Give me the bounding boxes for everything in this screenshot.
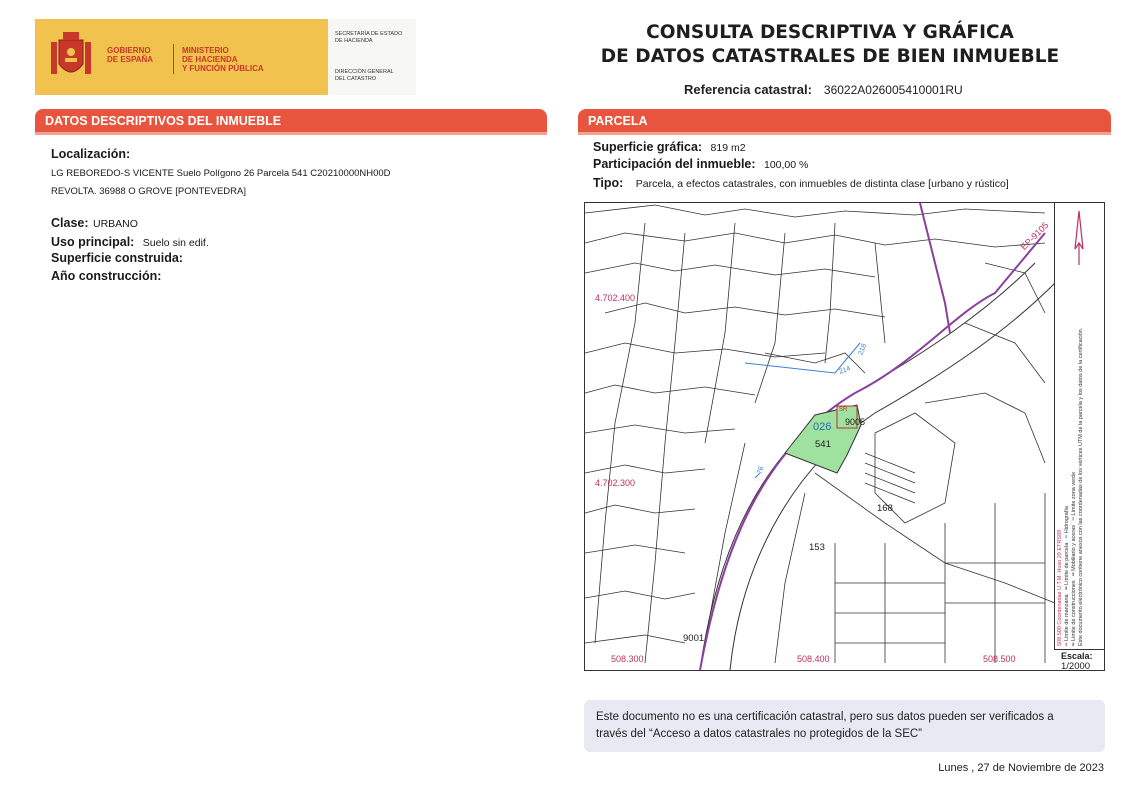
section-bar-parcela: PARCELA <box>578 109 1111 132</box>
legend-coords: 508.500 Coordenadas U.T.M. Huso 29 ETRS89 <box>1057 529 1063 646</box>
map-legend <box>1055 203 1104 649</box>
clase-value: URBANO <box>92 218 138 230</box>
coord-x1: 508.300 <box>611 654 644 664</box>
participacion-value: 100,00 % <box>764 159 809 171</box>
superficie-grafica-label: Superficie gráfica: <box>593 140 703 154</box>
localizacion-label: Localización: <box>51 147 131 161</box>
logo-divider <box>173 44 174 74</box>
water-label-3: 76 <box>756 465 766 476</box>
legend-parcela: Límite de parcela <box>1064 542 1070 585</box>
manzana-limits <box>700 203 1045 670</box>
superficie-grafica-row <box>593 138 746 156</box>
label-9001: 9001 <box>683 633 705 644</box>
notice-line1: Este documento no es una certificación catastral, pero sus datos pueden ser verificados a <box>596 711 1054 723</box>
referencia-label: Referencia catastral: <box>684 82 812 97</box>
legend-manzana: Límite de manzana <box>1064 594 1070 642</box>
notice-line2: través del “Acceso a datos catastrales no protegidos de la SEC” <box>596 728 923 740</box>
section-bar-line <box>578 132 1111 135</box>
datos-descriptivos-section <box>35 109 547 135</box>
uso-value: Suelo sin edif. <box>142 237 209 249</box>
localizacion-line1: LG REBOREDO-S VICENTE Suelo Polígono 26 Parcela 541 C20210000NH00D <box>51 168 391 179</box>
clase-row <box>51 214 138 232</box>
referencia-catastral <box>684 82 963 97</box>
clase-label: Clase: <box>51 216 89 230</box>
label-168: 168 <box>877 503 893 514</box>
label-153: 153 <box>809 542 825 553</box>
legend-note: Este documento electrónico contiene anexos con las coordenadas de los vértices UTM de la parcela y los datos de la certificación. <box>1078 327 1084 646</box>
secretaria-text: SECRETARÍA DE ESTADO DE HACIENDA <box>335 31 403 44</box>
legend-mobiliario: Mobiliario y aceras <box>1071 525 1077 571</box>
parcel-label-541: 541 <box>815 439 831 450</box>
tipo-row <box>593 174 1009 192</box>
tipo-value: Parcela, a efectos catastrales, con inmuebles de distinta clase [urbano y rústico] <box>635 178 1009 190</box>
legend-construcciones: Límite de construcciones <box>1071 580 1077 642</box>
scale-label: Escala: <box>1061 651 1093 661</box>
page-title: CONSULTA DESCRIPTIVA Y GRÁFICA DE DATOS CATASTRALES DE BIEN INMUEBLE <box>600 22 1060 67</box>
anio-construccion-label: Año construcción: <box>51 269 162 283</box>
polygon-label: 026 <box>813 421 832 433</box>
cadastral-map-drawing <box>585 203 1104 670</box>
localizacion-line2: REVOLTA. 36988 O GROVE [PONTEVEDRA] <box>51 186 246 197</box>
road-edges <box>700 263 1055 670</box>
scale-value: 1/2000 <box>1061 661 1091 672</box>
legend-zona-verde: Límite zona verde <box>1071 471 1077 516</box>
gobierno-text: GOBIERNO DE ESPAÑA <box>107 46 154 64</box>
participacion-label: Participación del inmueble: <box>593 157 756 171</box>
document-date: Lunes , 27 de Noviembre de 2023 <box>938 762 1104 774</box>
water-label-1: 214 <box>838 365 852 376</box>
label-sr: SR <box>839 407 848 413</box>
coord-x2: 508.400 <box>797 654 830 664</box>
north-arrow-icon <box>1066 209 1092 269</box>
participacion-row <box>593 155 808 173</box>
coord-x3: 508.500 <box>983 654 1016 664</box>
section-bar-datos: DATOS DESCRIPTIVOS DEL INMUEBLE <box>35 109 547 132</box>
secretaria-block <box>328 19 416 95</box>
road-label: EP-9105 <box>1018 220 1051 252</box>
parcela-section <box>578 109 1111 135</box>
ministerio-text: MINISTERIO DE HACIENDA Y FUNCIÓN PÚBLICA <box>182 46 264 73</box>
label-9005: 9005 <box>845 417 866 427</box>
government-logo-block <box>35 19 328 95</box>
section-bar-line <box>35 132 547 135</box>
superficie-grafica-value: 819 m2 <box>710 142 746 154</box>
legend-text: 508.500 Coordenadas U.T.M. Huso 29 ETRS89 ━ Límite de manzana ━ Límite de parcela ━ Hidrografía ━ Límite de construcciones ━ Mobiliario y aceras ━ Límite zona verde Este documento electrónico contiene anexos con las coordenadas de los vértices UTM de la parcela y los datos de la certificación. <box>1057 203 1101 646</box>
uso-row <box>51 233 209 251</box>
uso-label: Uso principal: <box>51 235 135 249</box>
scale-divider <box>1054 649 1105 650</box>
superficie-construida-label: Superficie construida: <box>51 251 183 265</box>
direccion-text: DIRECCIÓN GENERAL DEL CATASTRO <box>335 69 394 82</box>
coord-y1: 4.702.400 <box>595 293 636 303</box>
tipo-label: Tipo: <box>593 176 624 190</box>
coat-of-arms-icon <box>45 28 97 84</box>
referencia-value: 36022A026005410001RU <box>823 83 963 97</box>
coord-y2: 4.702.300 <box>595 478 636 488</box>
notice-box <box>584 700 1105 752</box>
water-label-2: 218 <box>857 342 869 357</box>
cadastral-map <box>584 202 1105 671</box>
legend-hidrografia: Hidrografía <box>1064 506 1070 534</box>
